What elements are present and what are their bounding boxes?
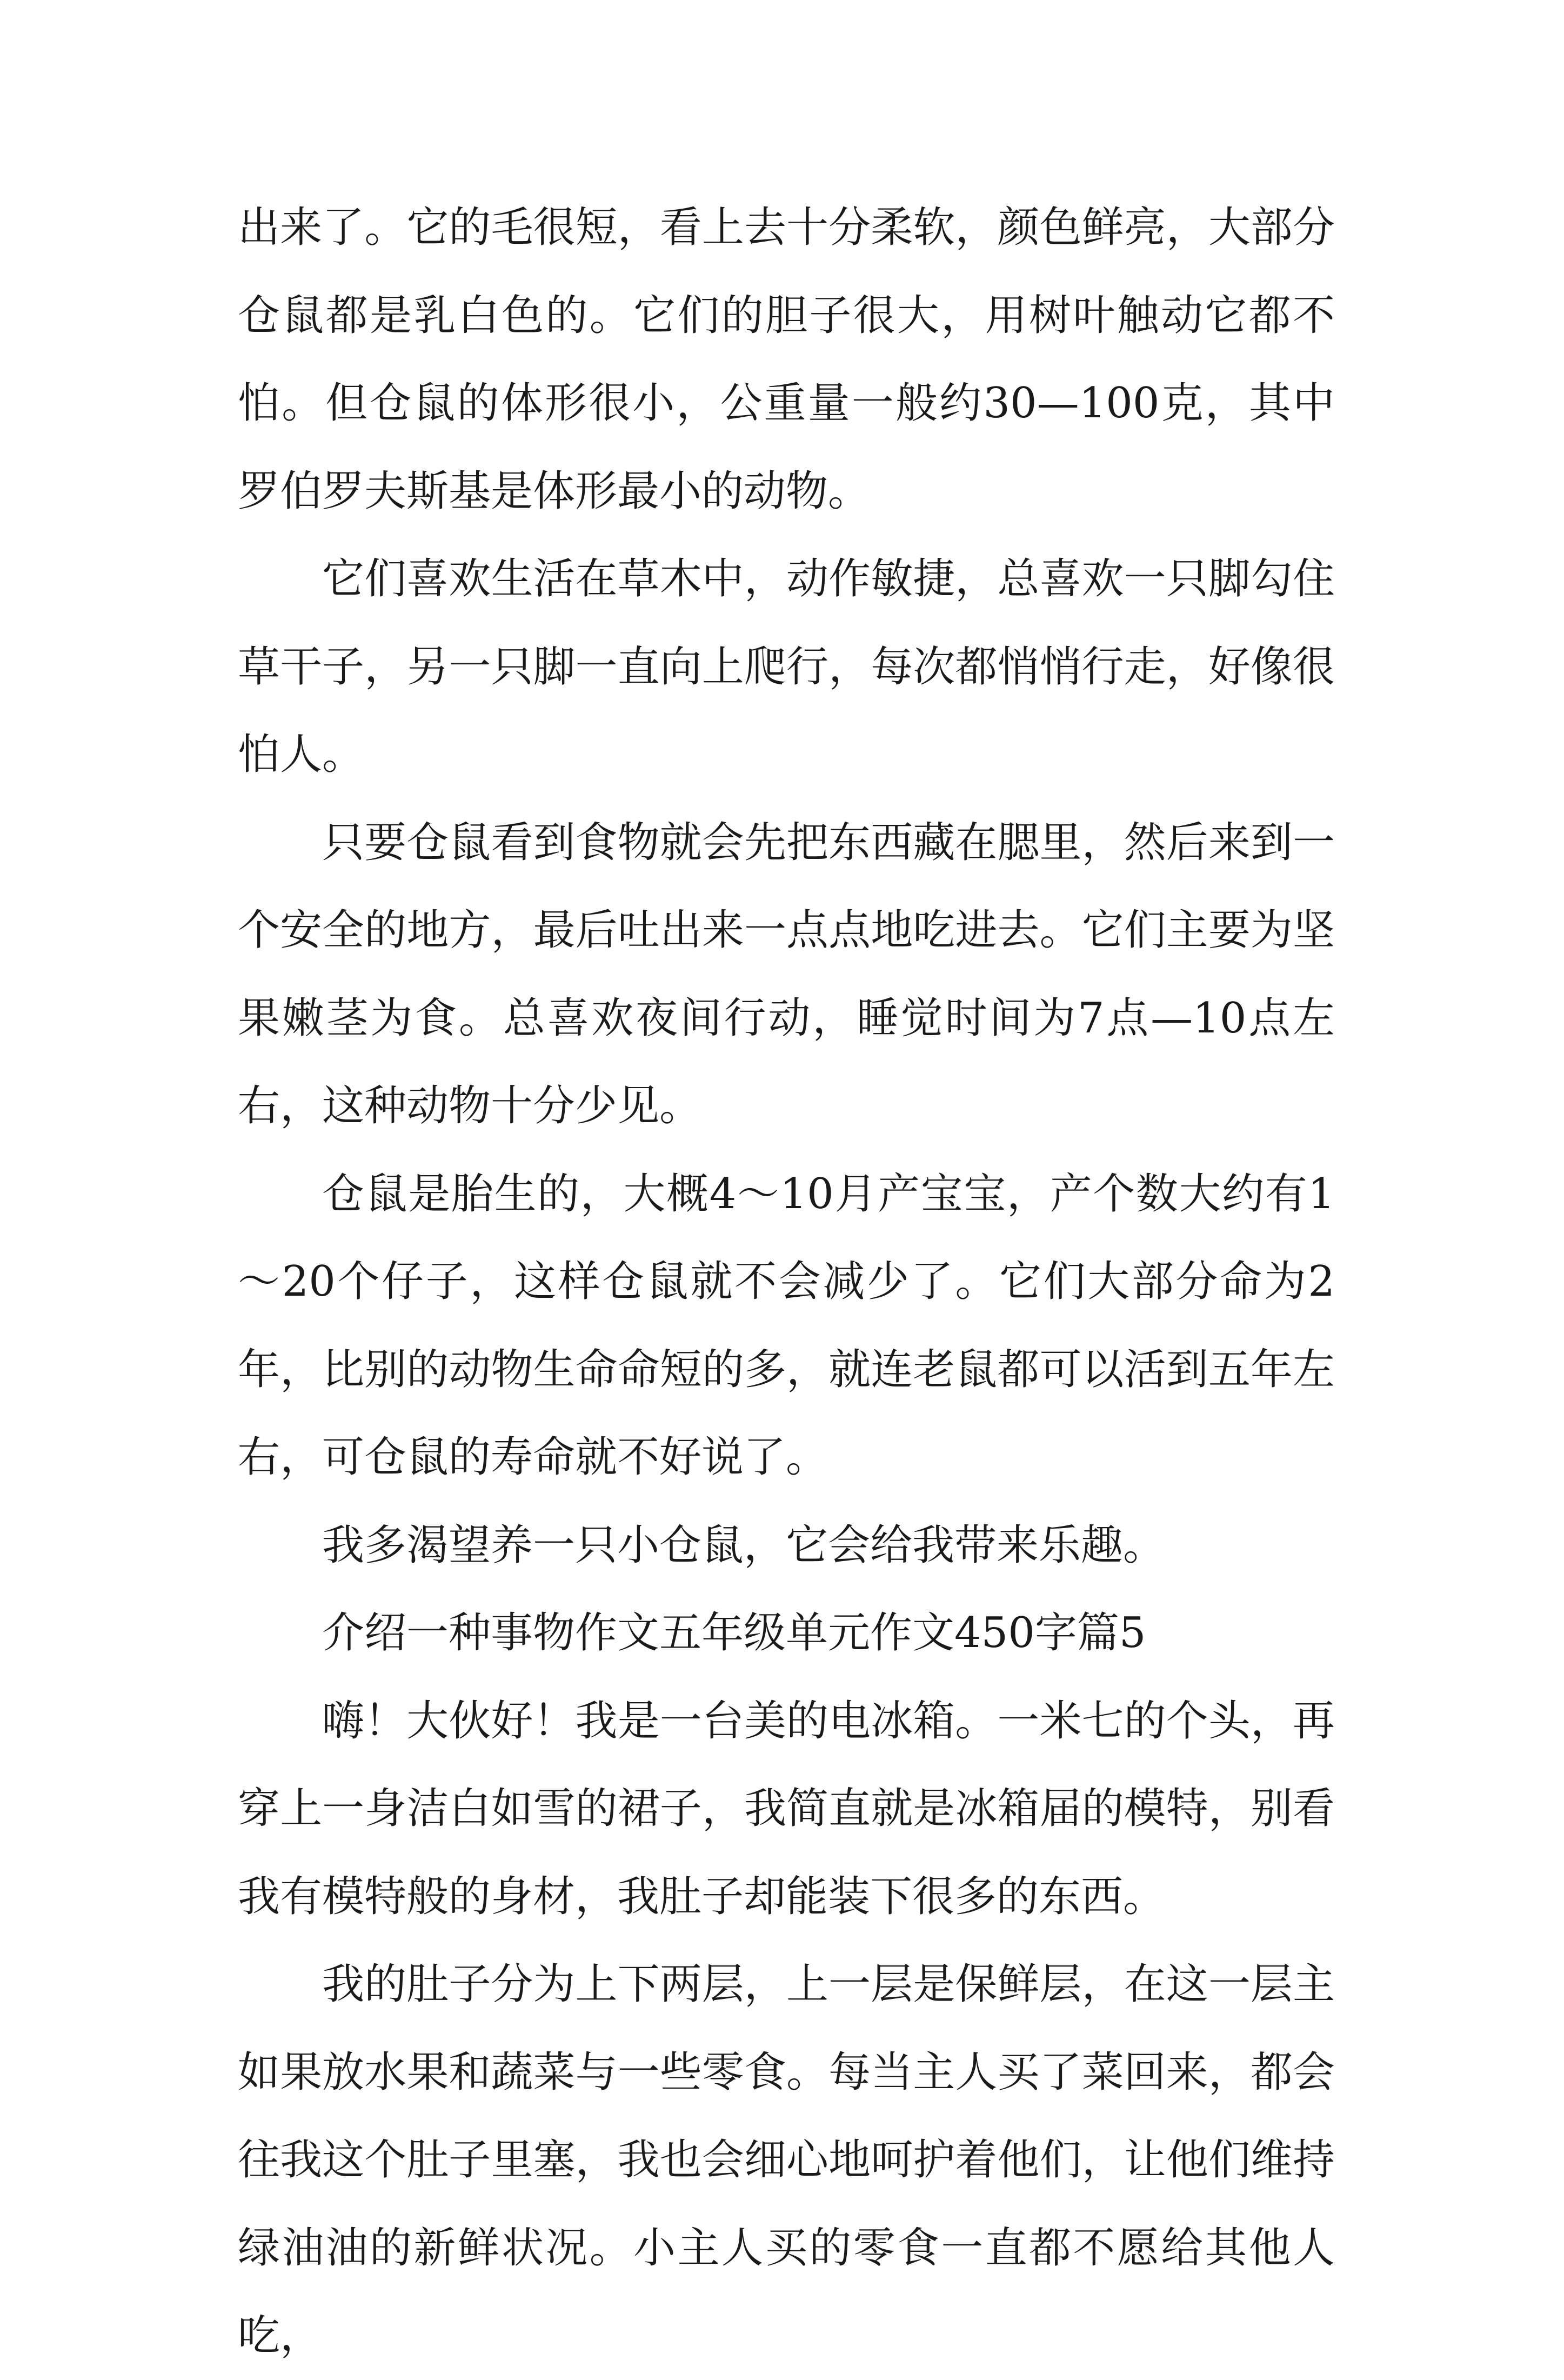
paragraph-3: 只要仓鼠看到食物就会先把东西藏在腮里，然后来到一个安全的地方，最后吐出来一点点地吃进去。它们主要为坚果嫩茎为食。总喜欢夜间行动，睡觉时间为7点—10点左右，这种动物十分少见。 (238, 818, 1335, 1130)
paragraph-6: 嗨！大伙好！我是一台美的电冰箱。一米七的个头，再穿上一身洁白如雪的裙子，我简直就是冰箱届的模特，别看我有模特般的身材，我肚子却能装下很多的东西。 (238, 1696, 1335, 1921)
paragraph-2: 它们喜欢生活在草木中，动作敏捷，总喜欢一只脚勾住草干子，另一只脚一直向上爬行，每次都悄悄行走，好像很怕人。 (238, 555, 1335, 779)
paragraph-5: 我多渴望养一只小仓鼠，它会给我带来乐趣。 (322, 1521, 1166, 1570)
paragraph-7: 我的肚子分为上下两层，上一层是保鲜层，在这一层主如果放水果和蔬菜与一些零食。每当主人买了菜回来，都会往我这个肚子里塞，我也会细心地呵护着他们，让他们维持绿油油的新鲜状况。小主人买的零食一直都不愿给其他人吃， (238, 1960, 1335, 2360)
body-text (238, 184, 1335, 2380)
paragraph-4: 仓鼠是胎生的，大概4～10月产宝宝，产个数大约有1～20个仔子，这样仓鼠就不会减少了。它们大部分命为2年，比别的动物生命命短的多，就连老鼠都可以活到五年左右，可仓鼠的寿命就不好说了。 (238, 1169, 1335, 1482)
paragraph-1: 出来了。它的毛很短，看上去十分柔软，颜色鲜亮，大部分仓鼠都是乳白色的。它们的胆子很大，用树叶触动它都不怕。但仓鼠的体形很小，公重量一般约30—100克，其中罗伯罗夫斯基是体形最小的动物。 (238, 203, 1335, 516)
section-heading: 介绍一种事物作文五年级单元作文450字篇5 (322, 1609, 1146, 1657)
